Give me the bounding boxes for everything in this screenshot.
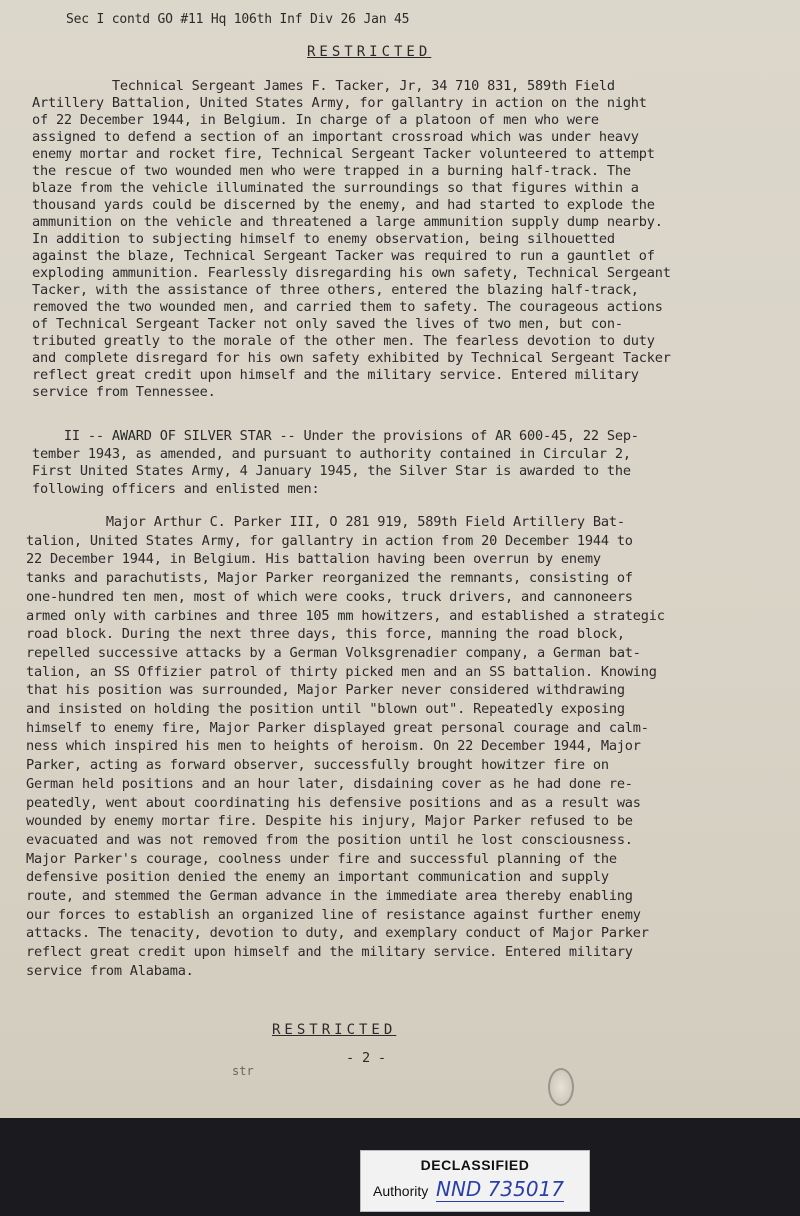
text-line: tember 1943, as amended, and pursuant to authority contained in Circular 2, (32, 445, 631, 462)
text-line: enemy mortar and rocket fire, Technical Sergeant Tacker volunteered to attempt (32, 146, 655, 162)
text-line: Technical Sergeant James F. Tacker, Jr, 34 710 831, 589th Field (32, 78, 615, 94)
text-line: route, and stemmed the German advance in the immediate area thereby enabling (26, 888, 633, 904)
text-line: and insisted on holding the position until "blown out". Repeatedly exposing (26, 701, 625, 717)
text-line: Tacker, with the assistance of three others, entered the blazing half-track, (32, 282, 639, 298)
stamp-authority-label: Authority (373, 1183, 429, 1199)
text-line: thousand yards could be discerned by the enemy, and had started to explode the (32, 197, 655, 213)
text-line: and complete disregard for his own safety exhibited by Technical Sergeant Tacker (32, 350, 671, 366)
text-line: assigned to defend a section of an important crossroad which was under heavy (32, 129, 639, 145)
text-line: following officers and enlisted men: (32, 480, 320, 497)
text-line: First United States Army, 4 January 1945, the Silver Star is awarded to the (32, 463, 631, 479)
text-line: evacuated and was not removed from the position until he lost consciousness. (26, 831, 633, 848)
restricted-marking-top: RESTRICTED (307, 44, 432, 60)
text-line: of 22 December 1944, in Belgium. In charge of a platoon of men who were (32, 112, 599, 128)
text-line: that his position was surrounded, Major Parker never considered withdrawing (26, 682, 625, 699)
restricted-marking-bottom: RESTRICTED (272, 1022, 397, 1038)
stamp-title: DECLASSIFIED (420, 1157, 530, 1173)
text-line: himself to enemy fire, Major Parker displayed great personal courage and calm- (26, 719, 649, 736)
document-header: Sec I contd GO #11 Hq 106th Inf Div 26 Jan 45 (66, 12, 410, 27)
text-line: our forces to establish an organized line of resistance against further enemy (26, 906, 641, 923)
text-line: service from Tennessee. (32, 384, 216, 400)
margin-note: str (232, 1064, 254, 1078)
text-line: In addition to subjecting himself to enemy observation, being silhouetted (32, 231, 615, 247)
text-line: peatedly, went about coordinating his defensive positions and as a result was (26, 794, 641, 811)
text-line: tributed greatly to the morale of the other men. The fearless devotion to duty (32, 333, 655, 349)
text-line: service from Alabama. (26, 962, 194, 979)
text-line: defensive position denied the enemy an important communication and supply (26, 869, 609, 886)
text-line: of Technical Sergeant Tacker not only saved the lives of two men, but con- (32, 316, 623, 332)
page-number: - 2 - (346, 1050, 386, 1066)
text-line: II -- AWARD OF SILVER STAR -- Under the provisions of AR 600-45, 22 Sep- (32, 428, 639, 444)
text-line: against the blaze, Technical Sergeant Tacker was required to run a gauntlet of (32, 248, 655, 264)
text-line: talion, an SS Offizier patrol of thirty picked men and an SS battalion. Knowing (26, 663, 657, 680)
text-line: road block. During the next three days, this force, manning the road block, (26, 626, 625, 643)
text-line: armed only with carbines and three 105 mm howitzers, and established a strategic (26, 607, 665, 624)
stamp-authority-value: NND 735017 (436, 1177, 565, 1201)
text-line: reflect great credit upon himself and the military service. Entered military (32, 367, 639, 383)
text-line: one-hundred ten men, most of which were cooks, truck drivers, and cannoneers (26, 588, 633, 605)
text-line: ammunition on the vehicle and threatened a large ammunition supply dump nearby. (32, 214, 663, 230)
text-line: attacks. The tenacity, devotion to duty, and exemplary conduct of Major Parker (26, 925, 649, 942)
text-line: the rescue of two wounded men who were trapped in a burning half-track. The (32, 163, 631, 179)
text-line: Artillery Battalion, United States Army, for gallantry in action on the night (32, 95, 647, 111)
punch-hole (548, 1068, 574, 1106)
text-line: Major Parker's courage, coolness under fire and successful planning of the (26, 850, 617, 867)
text-line: ness which inspired his men to heights of heroism. On 22 December 1944, Major (26, 738, 641, 755)
text-line: reflect great credit upon himself and the military service. Entered military (26, 944, 633, 961)
text-line: German held positions and an hour later, disdaining cover as he had done re- (26, 775, 633, 792)
text-line: removed the two wounded men, and carried them to safety. The courageous actions (32, 299, 663, 315)
declassified-stamp (360, 1150, 590, 1212)
text-line: Parker, acting as forward observer, successfully brought howitzer fire on (26, 757, 609, 774)
text-line: blaze from the vehicle illuminated the surroundings so that figures within a (32, 180, 639, 196)
text-line: 22 December 1944, in Belgium. His battalion having been overrun by enemy (26, 551, 601, 568)
text-line: exploding ammunition. Fearlessly disregarding his own safety, Technical Sergeant (32, 265, 671, 281)
text-line: Major Arthur C. Parker III, O 281 919, 589th Field Artillery Bat- (26, 514, 625, 530)
text-line: repelled successive attacks by a German Volksgrenadier company, a German bat- (26, 644, 641, 661)
text-line: wounded by enemy mortar fire. Despite his injury, Major Parker refused to be (26, 813, 633, 830)
text-line: talion, United States Army, for gallantry in action from 20 December 1944 to (26, 532, 633, 549)
text-line: tanks and parachutists, Major Parker reorganized the remnants, consisting of (26, 570, 633, 587)
